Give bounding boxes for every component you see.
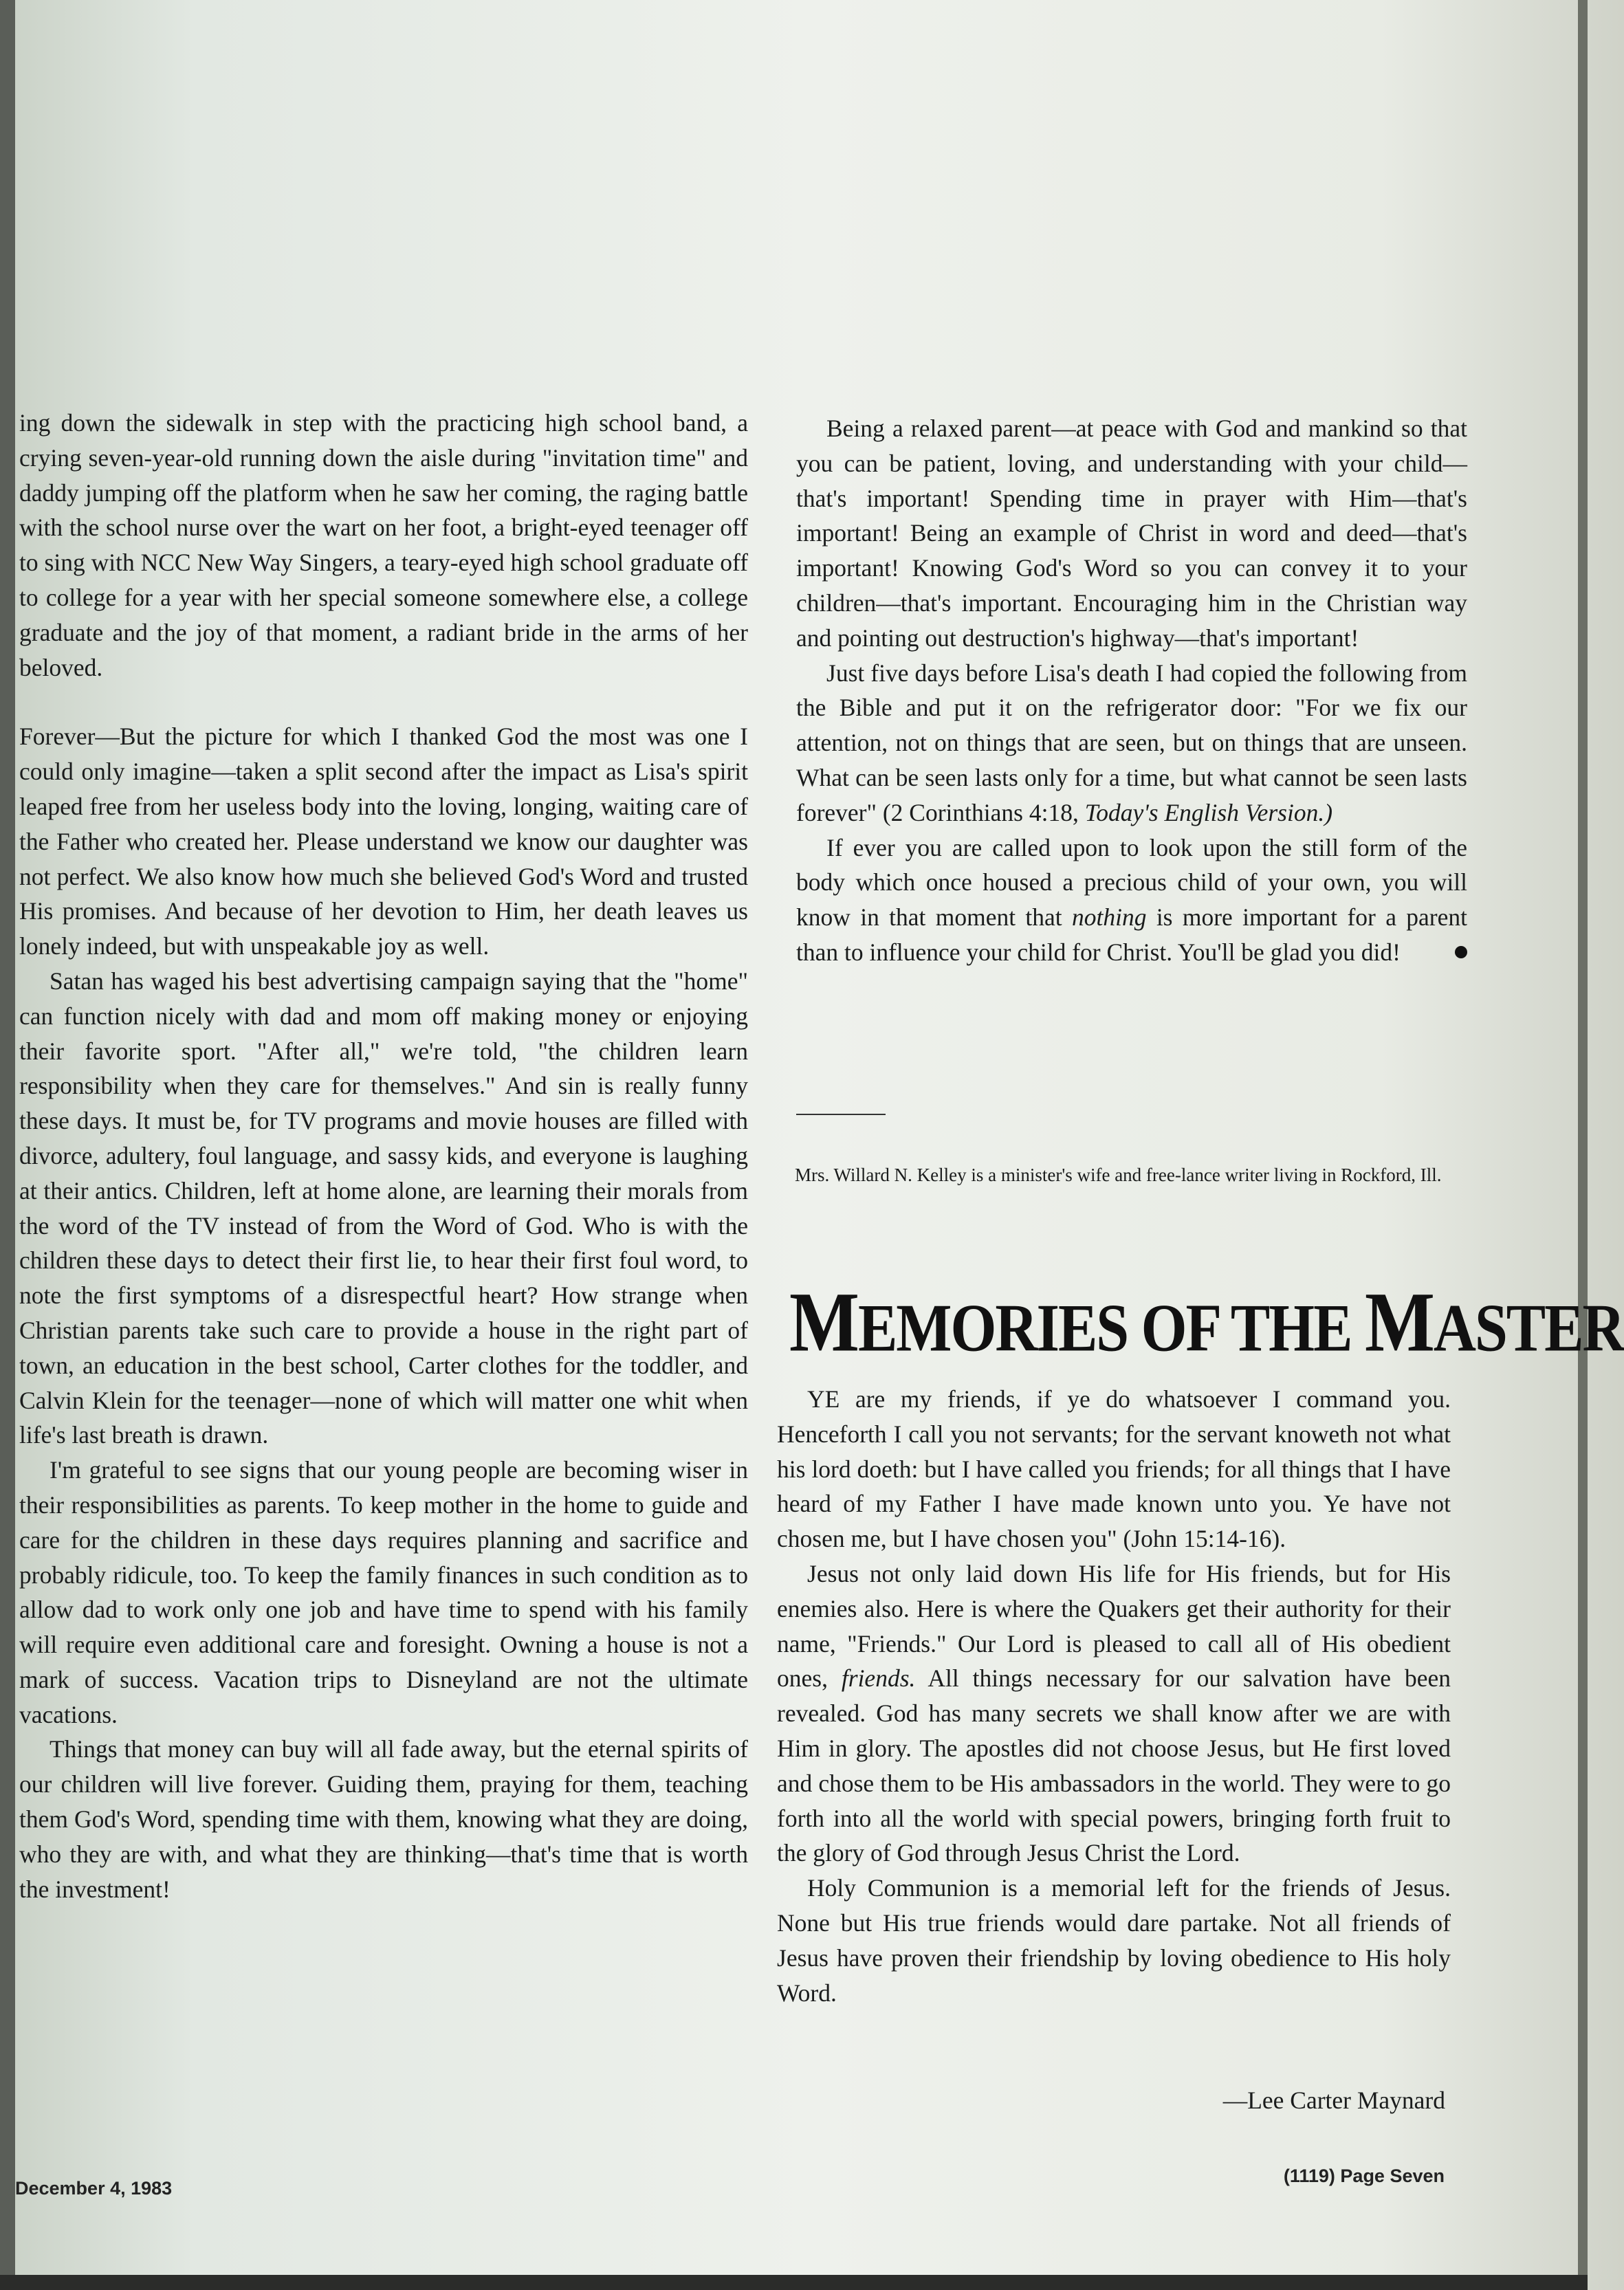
bio-divider-rule [796,1114,886,1115]
left-column [19,406,748,1906]
heading-emories: EMORIES [857,1289,1141,1366]
end-of-article-bullet-icon [1455,946,1467,958]
right-column-top [796,411,1467,970]
heading-of-the: OF THE [1141,1289,1365,1366]
right-paragraph-3 [796,830,1467,970]
author-bio: Mrs. Willard N. Kelley is a minister's wife and free-lance writer living in Rockford, Ill. [795,1165,1442,1185]
memories-of-the-master-heading [789,1264,1624,1383]
memories-column [777,1382,1451,2010]
right-paragraph-3-text: If ever you are called upon to look upon the still form of the body which once housed a precious child of your own, you will know in that moment that [796,833,1467,932]
right-paragraph-2-text: Just five days before Lisa's death I had copied the following from the Bible and put it on the refrigerator door: "For we fix our attention, not on things that are seen, but on things that are unseen. What can be seen lasts only for a time, but what cannot be seen lasts forever" (2 Corinthians 4:18, [796,659,1467,826]
right-paragraph-3-italic: nothing [1072,903,1147,932]
memories-paragraph-2-italic: friends. [841,1664,916,1693]
memories-paragraph-2 [777,1556,1451,1871]
memories-paragraph-2-text: Jesus not only laid down His life for His friends, but for His enemies also. Here is where the Quakers get their authority for their name, "Friends." Our Lord is pleased to call all of His obedient ones, [777,1559,1451,1693]
memories-paragraph-3: Holy Communion is a memorial left for the friends of Jesus. None but His true friends would dare partake. Not all friends of Jesus have proven their friendship by loving obedience to His holy Word. [777,1874,1451,2007]
heading-cap-m: M [789,1275,858,1370]
heading-cap-m-2: M [1364,1275,1434,1370]
heading-aster: ASTER [1433,1289,1624,1366]
page-bottom-edge [0,2275,1588,2290]
left-paragraph-1: ing down the sidewalk in step with the practicing high school band, a crying seven-year-old running down the aisle during "invitation time" and daddy jumping off the platform when he saw her coming, the raging battle with the school nurse over the wart on her foot, a bright-eyed teenager off to sing with NCC New Way Singers, a teary-eyed high school graduate off to college for a year with her special someone somewhere else, a college graduate and the joy of that moment, a radiant bride in the arms of her beloved. [19,409,748,681]
memories-signature: —Lee Carter Maynard [1222,2087,1445,2114]
footer-page-number: (1119) Page Seven [1283,2166,1445,2186]
right-paragraph-3-text-end: is more important for a parent than to influence your child for Christ. You'll be glad you did! [796,903,1468,966]
left-paragraph-5: Things that money can buy will all fade away, but the eternal spirits of our children will live forever. Guiding them, praying for them, teaching them God's Word, spending time with them, knowing what they are doing, who they are with, and what they are thinking—that's time that is worth the investment! [19,1735,748,1903]
page-right-edge [1578,0,1588,2290]
right-paragraph-2 [796,656,1467,830]
left-paragraph-4: I'm grateful to see signs that our young people are becoming wiser in their responsibilities as parents. To keep mother in the home to guide and care for the children in these days requires planning and sacrifice and probably ridicule, too. To keep the family finances in such condition as to allow dad to work only one job and have time to spend with his family will require even additional care and foresight. Owning a house is not a mark of success. Vacation trips to Disneyland are not the ultimate vacations. [19,1456,748,1728]
page-binding-edge [0,0,15,2290]
footer-date: December 4, 1983 [15,2178,173,2199]
memories-paragraph-1: YE are my friends, if ye do whatsoever I command you. Henceforth I call you not servants; for the servant knoweth not what his lord doeth: but I have called you friends; for all things that I have heard of my Father I have made known unto you. Ye have not chosen me, but I have chosen you" (John 15:14-16). [777,1385,1451,1553]
right-paragraph-1: Being a relaxed parent—at peace with God and mankind so that you can be patient, loving, and understanding with your child—that's important! Spending time in prayer with Him—that's important! Being an example of Christ in word and deed—that's important! Knowing God's Word so you can convey it to your children—that's important. Encouraging him in the Christian way and pointing out destruction's highway—that's important! [796,415,1467,652]
right-paragraph-2-italic: Today's English Version.) [1084,798,1333,826]
memories-paragraph-2-text-end: All things necessary for our salvation have been revealed. God has many secrets we shall know after we are with Him in glory. The apostles did not choose Jesus, but He first loved and chose them to be His ambassadors in the world. They were to go forth into all the world with special powers, bringing forth fruit to the glory of God through Jesus Christ the Lord. [777,1664,1451,1867]
left-paragraph-2: Forever—But the picture for which I thanked God the most was one I could only imagine—taken a split second after the impact as Lisa's spirit leaped free from her useless body into the loving, longing, waiting care of the Father who created her. Please understand we know our daughter was not perfect. We also know how much she believed God's Word and trusted His promises. And because of her devotion to Him, her death leaves us lonely indeed, but with unspeakable joy as well. [19,723,748,960]
left-paragraph-3: Satan has waged his best advertising campaign saying that the "home" can function nicely with dad and mom off making money or enjoying their favorite sport. "After all," we're told, "the children learn responsibility when they care for themselves." And sin is really funny these days. It must be, for TV programs and movie houses are filled with divorce, adultery, foul language, and sassy kids, and everyone is laughing at their antics. Children, left at home alone, are learning their morals from the word of the TV instead of from the Word of God. Who is with the children these days to detect their first lie, to hear their first foul word, to note the first symptoms of a disrespectful heart? How strange when Christian parents take such care to provide a house in the right part of town, an education in the best school, Carter clothes for the toddler, and Calvin Klein for the teenager—none of which will matter one whit when life's last breath is drawn. [19,967,748,1449]
show-through-ghost-text [323,175,1217,278]
